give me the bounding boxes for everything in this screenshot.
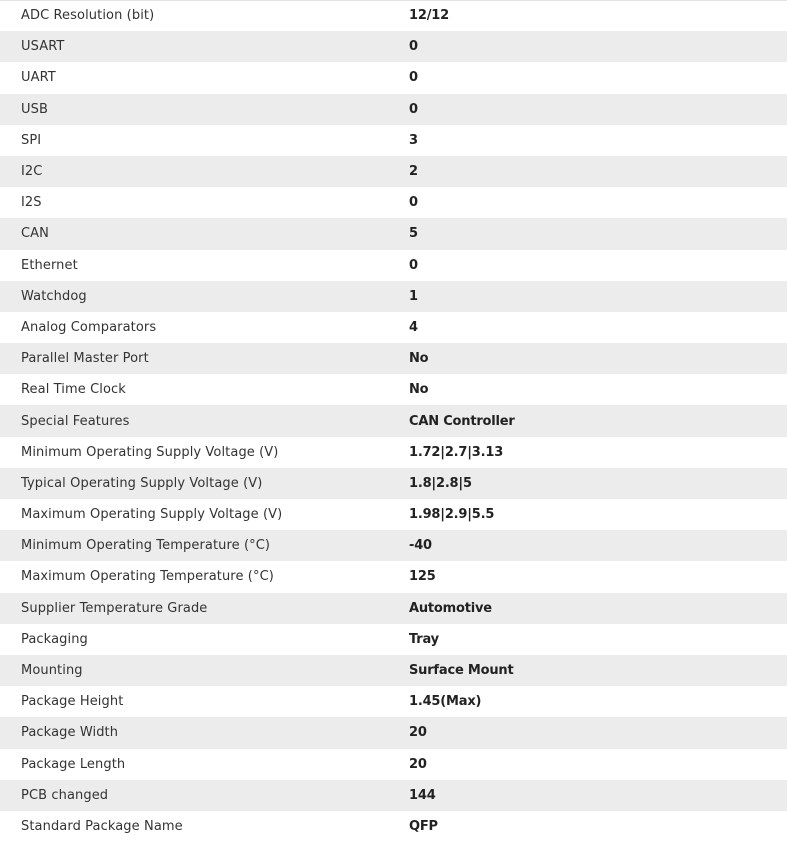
spec-value: No bbox=[409, 351, 429, 367]
spec-label: SPI bbox=[21, 132, 42, 148]
spec-label: USART bbox=[21, 39, 65, 55]
spec-value: 2 bbox=[409, 164, 418, 180]
spec-row-min-operating-temperature bbox=[0, 530, 787, 561]
spec-label: Maximum Operating Temperature (°C) bbox=[21, 569, 274, 585]
spec-label: ADC Resolution (bit) bbox=[21, 8, 155, 24]
spec-label: Package Height bbox=[21, 694, 124, 710]
spec-row-special-features bbox=[0, 405, 787, 436]
spec-label: I2S bbox=[21, 195, 42, 211]
spec-row-i2c bbox=[0, 156, 787, 187]
spec-row-mounting bbox=[0, 655, 787, 686]
spec-label: Special Features bbox=[21, 413, 130, 429]
spec-value: QFP bbox=[409, 818, 438, 834]
spec-value: 0 bbox=[409, 257, 418, 273]
spec-value: 125 bbox=[409, 569, 436, 585]
spec-value: 1 bbox=[409, 288, 418, 304]
spec-row-supplier-temperature-grade bbox=[0, 593, 787, 624]
spec-value: 20 bbox=[409, 725, 427, 741]
spec-label: Maximum Operating Supply Voltage (V) bbox=[21, 507, 283, 523]
spec-row-pcb-changed bbox=[0, 780, 787, 811]
spec-value: 5 bbox=[409, 226, 418, 242]
spec-row-packaging bbox=[0, 624, 787, 655]
spec-row-i2s bbox=[0, 187, 787, 218]
spec-label: Standard Package Name bbox=[21, 818, 183, 834]
spec-value: 1.8|2.8|5 bbox=[409, 475, 472, 491]
spec-row-parallel-master-port bbox=[0, 343, 787, 374]
spec-label: Analog Comparators bbox=[21, 319, 157, 335]
spec-value: 1.72|2.7|3.13 bbox=[409, 444, 504, 460]
spec-value: 0 bbox=[409, 39, 418, 55]
spec-row-uart bbox=[0, 62, 787, 93]
spec-row-ethernet bbox=[0, 250, 787, 281]
top-divider bbox=[0, 0, 787, 1]
spec-label: Watchdog bbox=[21, 288, 87, 304]
spec-value: 4 bbox=[409, 319, 418, 335]
spec-label: Minimum Operating Temperature (°C) bbox=[21, 538, 271, 554]
spec-value: Automotive bbox=[409, 600, 492, 616]
spec-row-package-length bbox=[0, 749, 787, 780]
spec-row-typical-supply-voltage bbox=[0, 468, 787, 499]
spec-value: 0 bbox=[409, 101, 418, 117]
spec-row-real-time-clock bbox=[0, 374, 787, 405]
spec-row-adc-resolution bbox=[0, 0, 787, 31]
spec-label: Real Time Clock bbox=[21, 382, 126, 398]
spec-row-package-width bbox=[0, 717, 787, 748]
spec-label: Mounting bbox=[21, 663, 83, 679]
spec-value: -40 bbox=[409, 538, 432, 554]
spec-value: Tray bbox=[409, 631, 439, 647]
spec-value: 144 bbox=[409, 787, 436, 803]
spec-row-max-operating-temperature bbox=[0, 561, 787, 592]
spec-row-max-supply-voltage bbox=[0, 499, 787, 530]
spec-value: 0 bbox=[409, 70, 418, 86]
spec-value: 1.98|2.9|5.5 bbox=[409, 507, 495, 523]
spec-label: UART bbox=[21, 70, 56, 86]
spec-value: Surface Mount bbox=[409, 663, 514, 679]
spec-row-usart bbox=[0, 31, 787, 62]
spec-label: Minimum Operating Supply Voltage (V) bbox=[21, 444, 279, 460]
spec-label: Parallel Master Port bbox=[21, 351, 149, 367]
spec-row-can bbox=[0, 218, 787, 249]
spec-label: Package Length bbox=[21, 756, 126, 772]
spec-row-package-height bbox=[0, 686, 787, 717]
spec-value: 1.45(Max) bbox=[409, 694, 482, 710]
spec-label: Ethernet bbox=[21, 257, 78, 273]
spec-value: CAN Controller bbox=[409, 413, 515, 429]
spec-label: CAN bbox=[21, 226, 49, 242]
spec-row-min-supply-voltage bbox=[0, 437, 787, 468]
spec-label: Typical Operating Supply Voltage (V) bbox=[21, 475, 263, 491]
spec-value: 20 bbox=[409, 756, 427, 772]
spec-value: No bbox=[409, 382, 429, 398]
spec-row-watchdog bbox=[0, 281, 787, 312]
spec-row-spi bbox=[0, 125, 787, 156]
spec-row-analog-comparators bbox=[0, 312, 787, 343]
spec-label: Package Width bbox=[21, 725, 119, 741]
spec-label: USB bbox=[21, 101, 48, 117]
spec-value: 3 bbox=[409, 132, 418, 148]
spec-label: I2C bbox=[21, 164, 43, 180]
spec-value: 0 bbox=[409, 195, 418, 211]
spec-row-standard-package-name bbox=[0, 811, 787, 842]
spec-label: PCB changed bbox=[21, 787, 109, 803]
spec-label: Packaging bbox=[21, 631, 88, 647]
spec-value: 12/12 bbox=[409, 8, 449, 24]
spec-row-usb bbox=[0, 94, 787, 125]
spec-label: Supplier Temperature Grade bbox=[21, 600, 208, 616]
